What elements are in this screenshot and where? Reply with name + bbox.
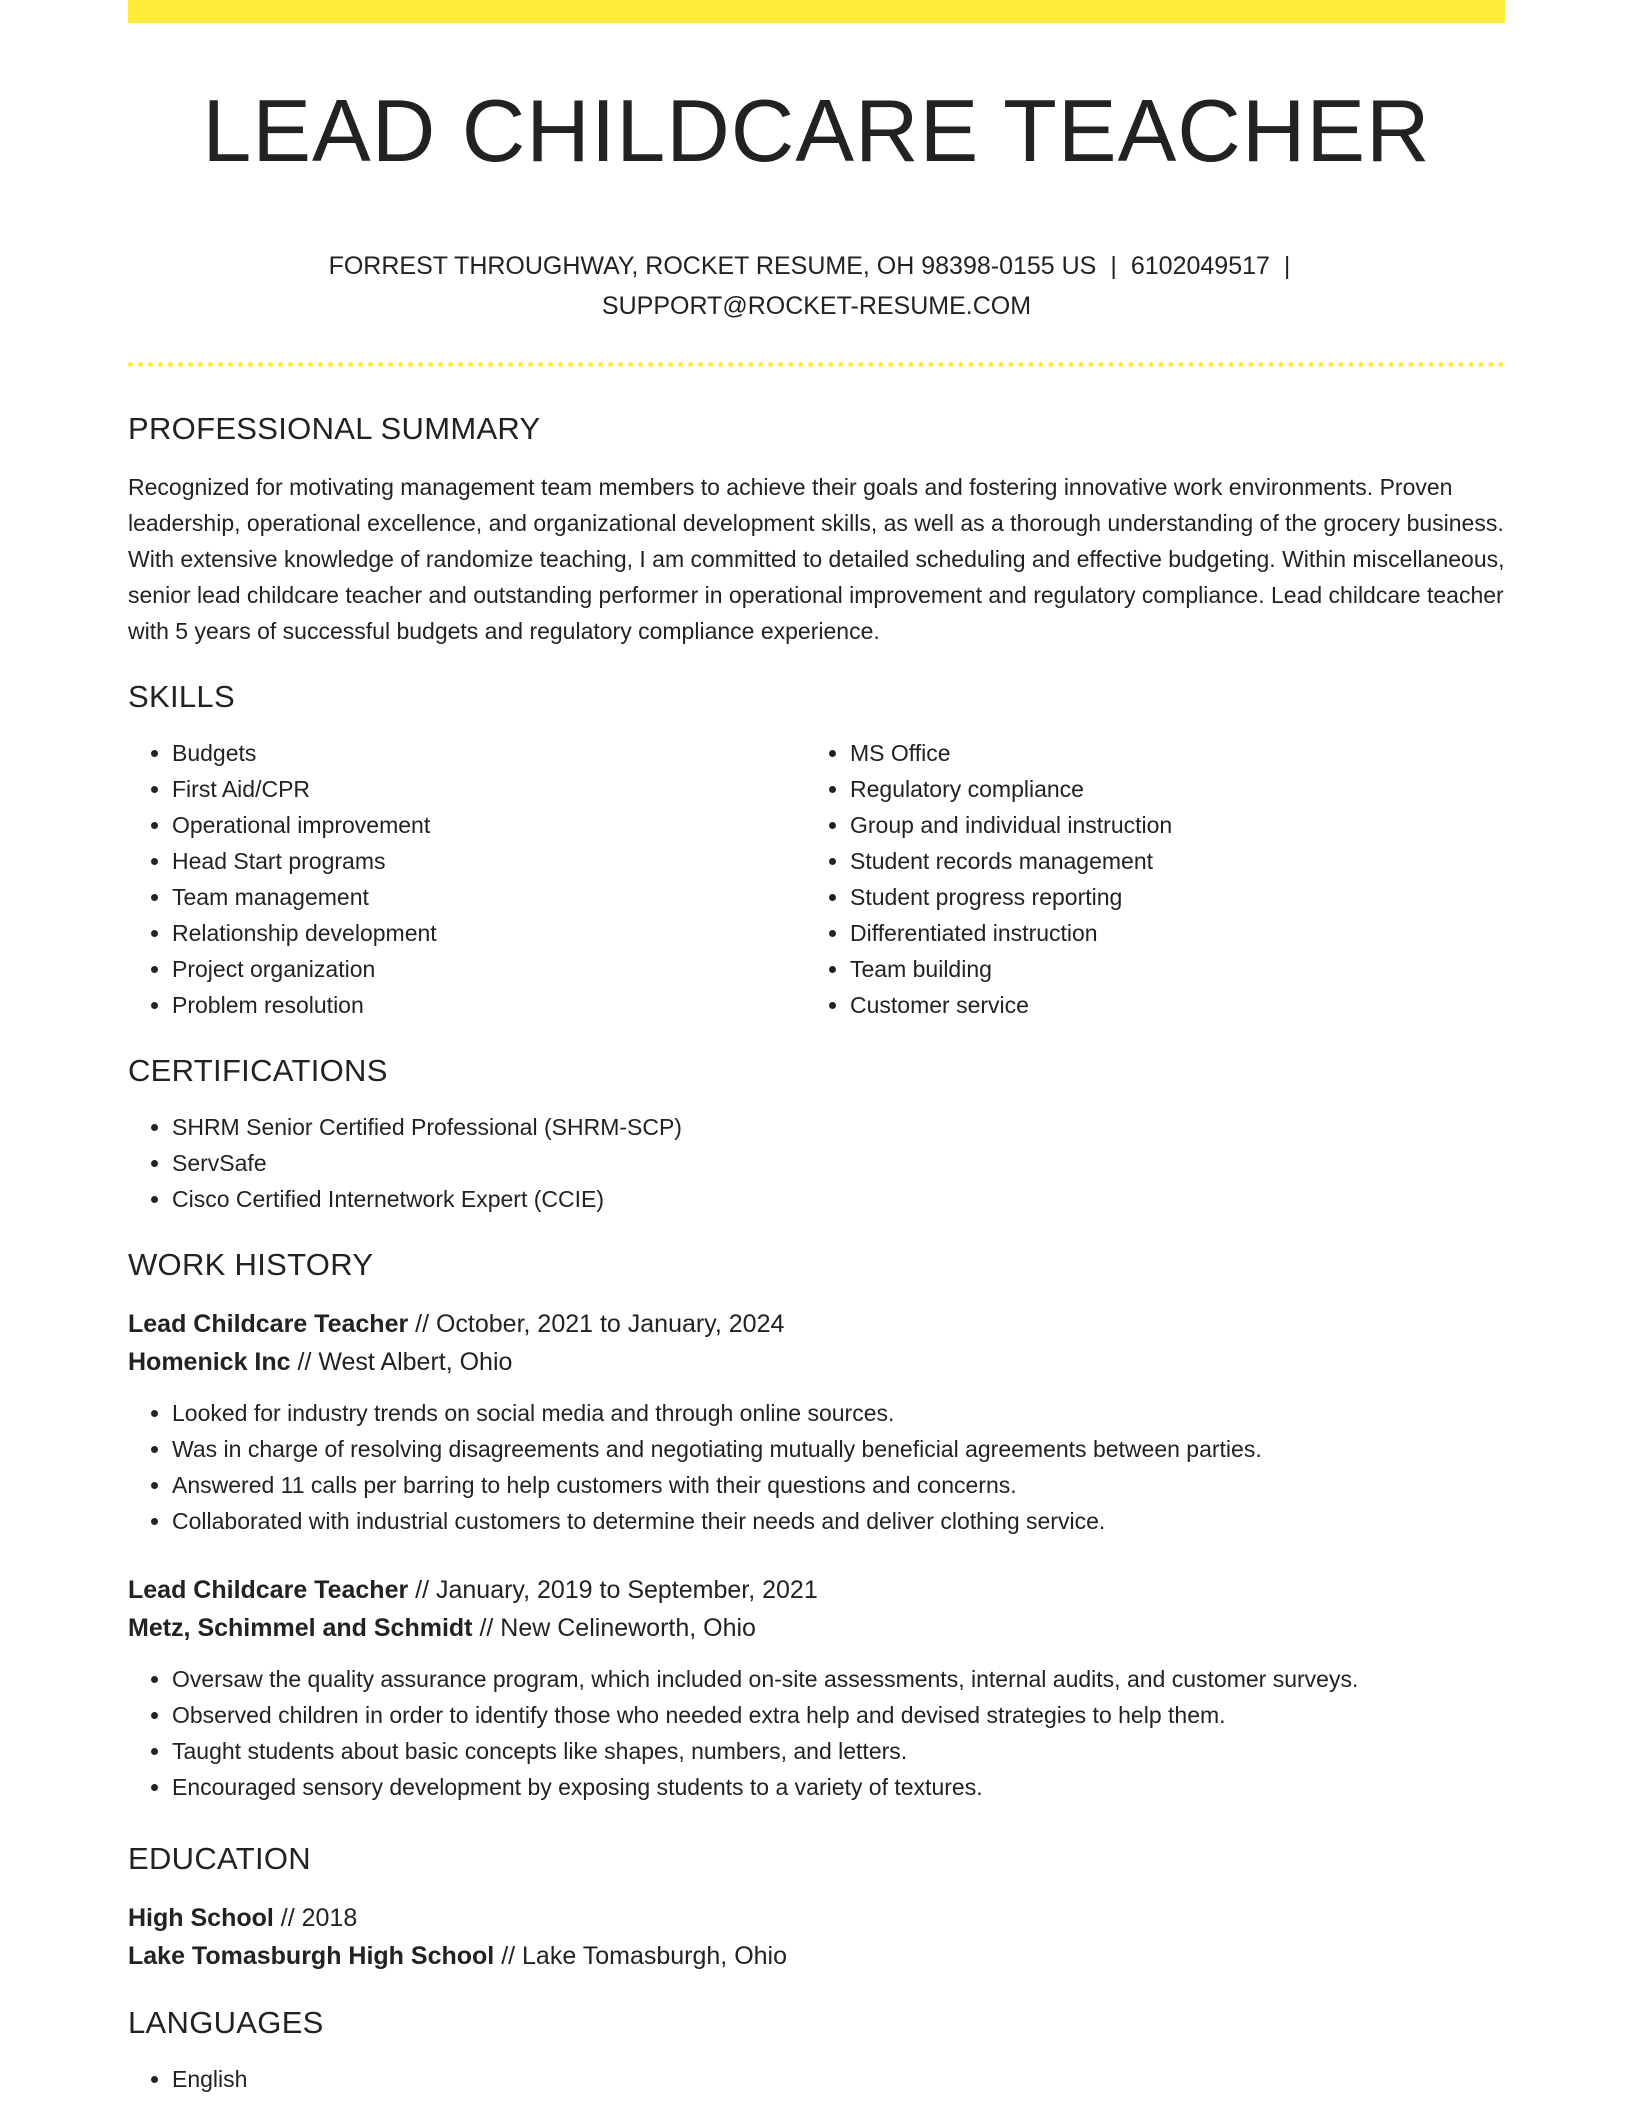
skills-column-right — [806, 735, 1484, 1023]
languages-section — [128, 2005, 1505, 2097]
job-company: Metz, Schimmel and Schmidt — [128, 1613, 473, 1642]
skills-column-left — [128, 735, 806, 1023]
contact-info — [128, 246, 1505, 326]
certification-item: • Cisco Certified Internetwork Expert (CCIE) — [172, 1181, 1505, 1217]
skills-section — [128, 679, 1505, 1023]
skill-item: • Budgets — [172, 735, 806, 771]
job-bullet: • Observed children in order to identify those who needed extra help and devised strategies to help them. — [172, 1697, 1505, 1733]
job-bullets — [128, 1395, 1505, 1539]
contact-address: FORREST THROUGHWAY, ROCKET RESUME, OH 98398-0155 US — [328, 251, 1097, 280]
education-entry — [128, 1899, 1505, 1975]
skills-columns — [128, 735, 1505, 1023]
skill-item: • Team building — [850, 951, 1484, 987]
top-accent-bar — [128, 0, 1505, 23]
certifications-section — [128, 1053, 1505, 1217]
contact-line-2 — [128, 286, 1505, 326]
job-company-line — [128, 1609, 1505, 1647]
job-bullet: • Taught students about basic concepts like shapes, numbers, and letters. — [172, 1733, 1505, 1769]
education-degree-line — [128, 1899, 1505, 1937]
education-heading: EDUCATION — [128, 1840, 311, 1876]
skill-item: • Project organization — [172, 951, 806, 987]
job-entry — [128, 1571, 1505, 1805]
contact-line-1 — [128, 246, 1505, 286]
resume-name: LEAD CHILDCARE TEACHER — [202, 81, 1431, 180]
certifications-heading: CERTIFICATIONS — [128, 1052, 388, 1088]
contact-separator: | — [1110, 251, 1117, 280]
skill-item: • Problem resolution — [172, 987, 806, 1023]
skill-item: • Student progress reporting — [850, 879, 1484, 915]
work-history-heading: WORK HISTORY — [128, 1246, 374, 1282]
skills-list-right — [806, 735, 1484, 1023]
skill-item: • Relationship development — [172, 915, 806, 951]
job-location: // West Albert, Ohio — [290, 1347, 513, 1376]
skills-list-left — [128, 735, 806, 1023]
job-company-line — [128, 1343, 1505, 1381]
skills-heading: SKILLS — [128, 678, 235, 714]
education-section — [128, 1841, 1505, 1975]
contact-phone: 6102049517 — [1130, 251, 1270, 280]
languages-list — [128, 2061, 1505, 2097]
skill-item: • Group and individual instruction — [850, 807, 1484, 843]
job-location: // New Celineworth, Ohio — [472, 1613, 756, 1642]
certification-item: • ServSafe — [172, 1145, 1505, 1181]
skill-item: • Regulatory compliance — [850, 771, 1484, 807]
skill-item: • Head Start programs — [172, 843, 806, 879]
contact-separator: | — [1283, 251, 1291, 280]
skill-item: • Student records management — [850, 843, 1484, 879]
education-degree: High School — [128, 1903, 274, 1932]
job-bullet: • Looked for industry trends on social media and through online sources. — [172, 1395, 1505, 1431]
job-bullet: • Oversaw the quality assurance program, which included on-site assessments, internal audits, and customer surveys. — [172, 1661, 1505, 1697]
certifications-list — [128, 1109, 1505, 1217]
resume-page — [128, 0, 1505, 2097]
summary-heading: PROFESSIONAL SUMMARY — [128, 410, 541, 446]
job-role: Lead Childcare Teacher — [128, 1309, 409, 1338]
skill-item: • Customer service — [850, 987, 1484, 1023]
job-entry — [128, 1305, 1505, 1539]
summary-text: Recognized for motivating management team members to achieve their goals and fostering innovative work environments. Proven leadership, operational excellence, and organizational development skills, as well as a thorough understanding of the grocery business. With extensive knowledge of randomize teaching, I am committed to detailed scheduling and effective budgeting. Within miscellaneous, senior lead childcare teacher and outstanding performer in operational improvement and regulatory compliance. Lead childcare teacher with 5 years of successful budgets and regulatory compliance experience. — [128, 473, 1505, 644]
job-title-line — [128, 1571, 1505, 1609]
skill-item: • MS Office — [850, 735, 1484, 771]
job-title-line — [128, 1305, 1505, 1343]
job-bullet: • Answered 11 calls per barring to help customers with their questions and concerns. — [172, 1467, 1505, 1503]
contact-email: SUPPORT@ROCKET-RESUME.COM — [601, 291, 1032, 320]
job-dates: // October, 2021 to January, 2024 — [408, 1309, 785, 1338]
education-school: Lake Tomasburgh High School — [128, 1941, 495, 1970]
skill-item: • Team management — [172, 879, 806, 915]
skill-item: • First Aid/CPR — [172, 771, 806, 807]
education-location: // Lake Tomasburgh, Ohio — [494, 1941, 788, 1970]
education-school-line — [128, 1937, 1505, 1975]
job-role: Lead Childcare Teacher — [128, 1575, 409, 1604]
skill-item: • Differentiated instruction — [850, 915, 1484, 951]
education-year: // 2018 — [273, 1903, 358, 1932]
job-dates: // January, 2019 to September, 2021 — [408, 1575, 818, 1604]
language-item: • English — [172, 2061, 1505, 2097]
job-bullet: • Collaborated with industrial customers to determine their needs and deliver clothing service. — [172, 1503, 1505, 1539]
job-bullets — [128, 1661, 1505, 1805]
summary-section — [128, 411, 1505, 649]
job-bullet: • Was in charge of resolving disagreements and negotiating mutually beneficial agreements between parties. — [172, 1431, 1505, 1467]
job-bullet: • Encouraged sensory development by exposing students to a variety of textures. — [172, 1769, 1505, 1805]
certification-item: • SHRM Senior Certified Professional (SHRM-SCP) — [172, 1109, 1505, 1145]
dotted-divider — [128, 362, 1505, 367]
job-company: Homenick Inc — [128, 1347, 291, 1376]
work-history-section — [128, 1247, 1505, 1805]
languages-heading: LANGUAGES — [128, 2004, 324, 2040]
skill-item: • Operational improvement — [172, 807, 806, 843]
